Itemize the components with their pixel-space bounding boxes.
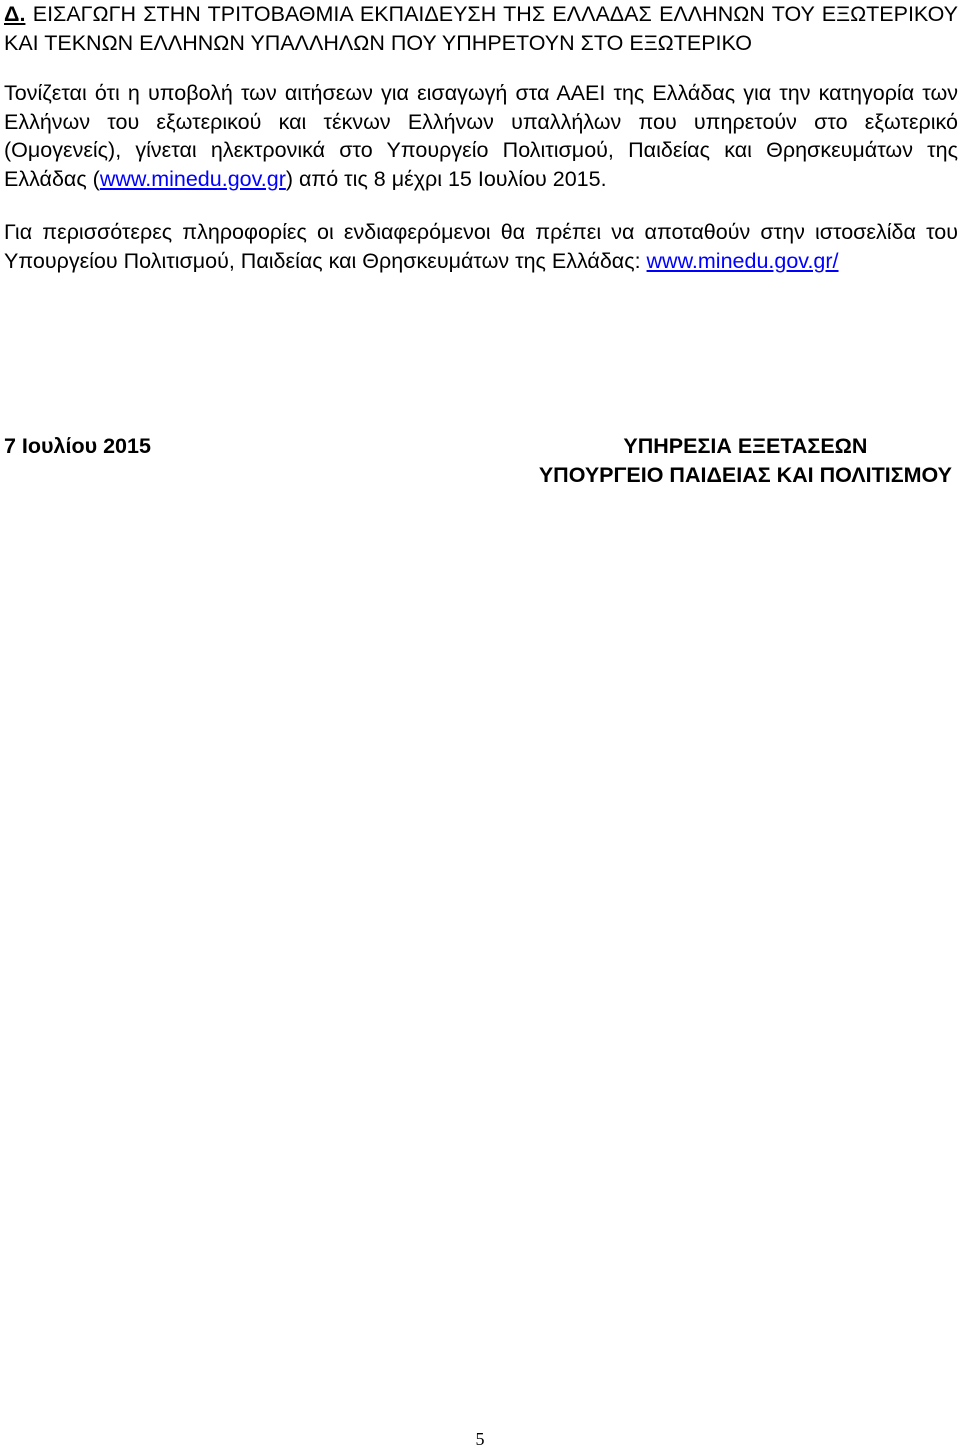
section-title: ΕΙΣΑΓΩΓΗ ΣΤΗΝ ΤΡΙΤΟΒΑΘΜΙΑ ΕΚΠΑΙΔΕΥΣΗ ΤΗΣ ΕΛΛΑΔΑΣ ΕΛΛΗΝΩΝ ΤΟΥ ΕΞΩΤΕΡΙΚΟΥ ΚΑΙ ΤΕΚΝΩΝ ΕΛΛΗΝΩΝ ΥΠΑΛΛΗΛΩΝ ΠΟΥ ΥΠΗΡΕΤΟΥΝ ΣΤΟ ΕΞΩΤΕΡΙΚΟ	[4, 2, 958, 55]
section-letter: Δ.	[4, 2, 26, 26]
office-name: ΥΠΗΡΕΣΙΑ ΕΞΕΤΑΣΕΩΝ	[623, 434, 868, 458]
issuing-office	[539, 432, 952, 489]
paragraph2-text: Για περισσότερες πληροφορίες οι ενδιαφερόμενοι θα πρέπει να αποταθούν στην ιστοσελίδα του Υπουργείου Πολιτισμού, Παιδείας και Θρησκευμάτων της Ελλάδας:	[4, 220, 958, 273]
paragraph-more-info	[4, 218, 958, 275]
signature-block	[4, 432, 958, 492]
section-heading	[4, 0, 958, 57]
minedu-website-link[interactable]: www.minedu.gov.gr/	[646, 248, 839, 273]
paragraph-application-info	[4, 79, 958, 193]
page-number: 5	[475, 1429, 485, 1449]
minedu-link[interactable]: www.minedu.gov.gr	[99, 166, 286, 191]
paragraph1-text-end: ) από τις 8 μέχρι 15 Ιουλίου 2015.	[285, 166, 607, 191]
document-date: 7 Ιουλίου 2015	[4, 434, 151, 458]
ministry-name: ΥΠΟΥΡΓΕΙΟ ΠΑΙΔΕΙΑΣ ΚΑΙ ΠΟΛΙΤΙΣΜΟΥ	[538, 462, 952, 487]
paragraph1-text: Τονίζεται ότι η υποβολή των αιτήσεων για εισαγωγή στα ΑΑΕΙ της Ελλάδας για την κατηγορία των Ελλήνων του εξωτερικού και τέκνων Ελλήνων υπαλλήλων που υπηρετούν στο εξωτερικό (Ομογενείς), γίνεται ηλεκτρονικά στο Υπουργείο Πολιτισμού, Παιδείας και Θρησκευμάτων της Ελλάδας (	[4, 81, 958, 191]
document-page	[4, 0, 958, 275]
